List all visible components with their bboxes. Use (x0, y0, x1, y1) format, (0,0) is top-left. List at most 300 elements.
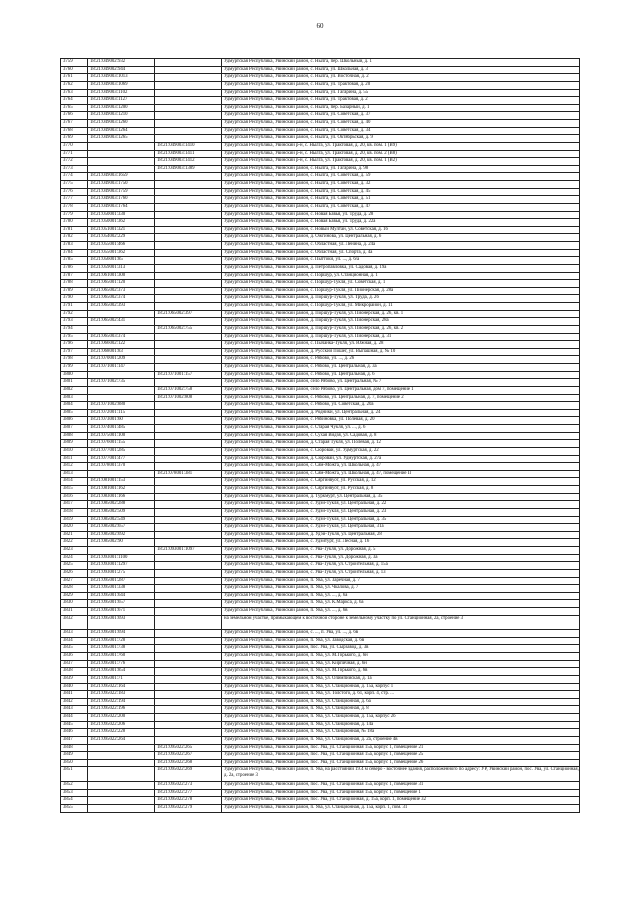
land-cadastral-number-cell (88, 310, 155, 318)
premises-cadastral-number-cell (155, 714, 222, 722)
row-number-cell: 3809 (61, 440, 88, 448)
land-cadastral-number-cell: 18:21:085002:692 (88, 531, 155, 539)
premises-cadastral-number-cell (155, 188, 222, 196)
row-number-cell: 3768 (61, 127, 88, 135)
address-cell: Удмуртская Республика, Увинский район, с. Удэй-Тукля, ул. Центральная, д. 35 (222, 516, 580, 524)
address-cell: Удмуртская Республика, Увинский район, п. Ува, ул. Олимпийская, д. 1а (222, 675, 580, 683)
premises-cadastral-number-cell (155, 97, 222, 105)
address-cell: Удмуртская Республика, Увинский район, с. Рябово, ул. ..., д. 26 (222, 356, 580, 364)
row-number-cell: 3829 (61, 592, 88, 600)
address-cell: Удмуртская Республика, Увинский район, пос. Ува, ул. Станционная 15а, корпус 1, помещение 26 (222, 759, 580, 767)
address-cell: на земельном участке, примыкающем к восточной стороне к земельному участку по ул. Станционная, 2а, строение 3 (222, 615, 580, 630)
address-cell: Удмуртская Республика, Увинский район, с. Рябово, ул. Центральная, д. 7, помещение 2 (222, 394, 580, 402)
row-number-cell: 3806 (61, 417, 88, 425)
table-row (61, 531, 580, 539)
land-cadastral-number-cell: 18:21:095001:671 (88, 608, 155, 616)
table-row (61, 81, 580, 89)
land-cadastral-number-cell: 18:21:095022:196 (88, 706, 155, 714)
row-number-cell: 3837 (61, 660, 88, 668)
address-cell: Удмуртская Республика, Увинский район, с. Старая Чукля, ул. ..., д. 6 (222, 425, 580, 433)
premises-cadastral-number-cell (155, 554, 222, 562)
row-number-cell: 3813 (61, 470, 88, 478)
land-cadastral-number-cell: 18:21:085002:657 (88, 524, 155, 532)
row-number-cell: 3795 (61, 333, 88, 341)
premises-cadastral-number-cell: 18:21:095022:269 (155, 767, 222, 782)
premises-cadastral-number-cell (155, 402, 222, 410)
row-number-cell: 3774 (61, 173, 88, 181)
table-row (61, 66, 580, 74)
table-row (61, 675, 580, 683)
premises-cadastral-number-cell (155, 226, 222, 234)
row-number-cell: 3833 (61, 630, 88, 638)
table-row (61, 736, 580, 744)
land-cadastral-number-cell (88, 150, 155, 158)
land-cadastral-number-cell: 18:21:083001:166 (88, 493, 155, 501)
land-cadastral-number-cell (88, 325, 155, 333)
land-cadastral-number-cell (88, 759, 155, 767)
premises-cadastral-number-cell: 18:21:095022:273 (155, 782, 222, 790)
row-number-cell: 3788 (61, 280, 88, 288)
premises-cadastral-number-cell (155, 425, 222, 433)
land-cadastral-number-cell (88, 165, 155, 173)
table-row (61, 364, 580, 372)
row-number-cell: 3759 (61, 59, 88, 67)
address-cell: Удмуртская Республика, Увинский район, с. Нылга, ул. Советская, д. 34 (222, 127, 580, 135)
address-cell: Удмуртская Республика, Увинский район, с. Нылга, ул. Гагарина, д. 55 (222, 89, 580, 97)
address-cell: Удмуртская Республика, Увинский район, с. Сяргинвуот, ул. Русская, д. 12 (222, 478, 580, 486)
land-cadastral-number-cell: 18:21:051001:321 (88, 226, 155, 234)
table-row (61, 782, 580, 790)
table-row (61, 600, 580, 608)
address-cell: Удмуртская Республика, Увинский район, с. Нылга, ул. Трактовая, д. 20 (222, 81, 580, 89)
row-number-cell: 3823 (61, 547, 88, 555)
table-row (61, 356, 580, 364)
address-cell: Удмуртская Республика, Увинский район, п. Ува, ул. Станционная, д. 8 (222, 706, 580, 714)
row-number-cell: 3810 (61, 447, 88, 455)
premises-cadastral-number-cell (155, 112, 222, 120)
table-row (61, 394, 580, 402)
address-cell: Удмуртская Республика, Увинский район, с. Удэйтурт, ул. Лесная, д. 16 (222, 539, 580, 547)
address-cell: Удмуртская Республика, Увинский район, с. Нылга, ул. Советская, д. 51 (222, 196, 580, 204)
address-cell: Удмуртская Республика, Увинский район, с. Нылга, ул. Советская, д. 47 (222, 203, 580, 211)
land-cadastral-number-cell: 18:21:095022:183 (88, 691, 155, 699)
premises-cadastral-number-cell: 18:21:049003:1410 (155, 142, 222, 150)
row-number-cell: 3826 (61, 569, 88, 577)
premises-cadastral-number-cell: 18:21:049003:1411 (155, 150, 222, 158)
address-cell: Удмуртская Республика, Увинский район, д. Старая Тукля, ул. Полевая, д. 12 (222, 440, 580, 448)
address-cell: Удмуртская Республика, Увинский район, с. Новая Бавья, ул. Труда, д. 28 (222, 211, 580, 219)
row-number-cell: 3784 (61, 249, 88, 257)
row-number-cell: 3771 (61, 150, 88, 158)
land-cadastral-number-cell: 18:21:049003:1102 (88, 89, 155, 97)
premises-cadastral-number-cell (155, 432, 222, 440)
premises-cadastral-number-cell (155, 455, 222, 463)
land-cadastral-number-cell: 18:21:065002:373 (88, 287, 155, 295)
premises-cadastral-number-cell (155, 219, 222, 227)
premises-cadastral-number-cell (155, 272, 222, 280)
premises-cadastral-number-cell (155, 66, 222, 74)
premises-cadastral-number-cell (155, 562, 222, 570)
row-number-cell: 3798 (61, 356, 88, 364)
premises-cadastral-number-cell: 18:21:095022:265 (155, 744, 222, 752)
table-row (61, 789, 580, 797)
address-cell: Удмуртская Республика, Увинский район, с. Сям-Можга, ул. Школьная, д. 47 (222, 463, 580, 471)
premises-cadastral-number-cell (155, 211, 222, 219)
table-row (61, 691, 580, 699)
row-number-cell: 3855 (61, 804, 88, 812)
address-cell: Удмуртская Республика, Увинский район, с. Нылга, пер. Школьный, д. 1 (222, 59, 580, 67)
table-row (61, 683, 580, 691)
address-cell: Удмуртская Республика, Увинский район, д. Петропавловка, ул. Садовая, д. 19а (222, 264, 580, 272)
row-number-cell: 3802 (61, 386, 88, 394)
land-cadastral-number-cell: 18:21:077001:285 (88, 447, 155, 455)
land-cadastral-number-cell: 18:21:065002:393 (88, 303, 155, 311)
row-number-cell: 3845 (61, 721, 88, 729)
land-cadastral-number-cell: 18:21:093001:1100 (88, 554, 155, 562)
row-number-cell: 3807 (61, 425, 88, 433)
table-row (61, 425, 580, 433)
premises-cadastral-number-cell (155, 120, 222, 128)
row-number-cell: 3763 (61, 89, 88, 97)
property-register-table (60, 58, 580, 813)
row-number-cell: 3817 (61, 501, 88, 509)
table-row (61, 554, 580, 562)
address-cell: Удмуртская Республика, Увинский район, с. Областная, ул. Ленина, д. 24а (222, 242, 580, 250)
table-row (61, 714, 580, 722)
land-cadastral-number-cell: 18:21:061001:300 (88, 272, 155, 280)
premises-cadastral-number-cell (155, 698, 222, 706)
row-number-cell: 3814 (61, 478, 88, 486)
land-cadastral-number-cell: 18:21:093001:1297 (88, 562, 155, 570)
land-cadastral-number-cell: 18:21:055001:466 (88, 242, 155, 250)
row-number-cell: 3824 (61, 554, 88, 562)
land-cadastral-number-cell: 18:21:093001:275 (88, 569, 155, 577)
premises-cadastral-number-cell (155, 531, 222, 539)
table-row (61, 470, 580, 478)
row-number-cell: 3831 (61, 608, 88, 616)
land-cadastral-number-cell: 18:21:095001:728 (88, 637, 155, 645)
table-row (61, 706, 580, 714)
row-number-cell: 3808 (61, 432, 88, 440)
premises-cadastral-number-cell (155, 524, 222, 532)
land-cadastral-number-cell: 18:21:065002:374 (88, 295, 155, 303)
table-row (61, 516, 580, 524)
table-row (61, 440, 580, 448)
row-number-cell: 3773 (61, 165, 88, 173)
premises-cadastral-number-cell (155, 81, 222, 89)
table-row (61, 318, 580, 326)
land-cadastral-number-cell: 18:21:077001:477 (88, 455, 155, 463)
address-cell: Удмуртская Республика, Увинский район, п. Ува, ул. Заводская, д. 6в (222, 637, 580, 645)
row-number-cell: 3779 (61, 211, 88, 219)
land-cadastral-number-cell: 18:21:049003:1013 (88, 74, 155, 82)
address-cell: Удмуртская Республика, Увинский район, п. Ува, ул. К.Маркса, д. 6а (222, 600, 580, 608)
table-row (61, 287, 580, 295)
land-cadastral-number-cell: 18:21:049002:932 (88, 59, 155, 67)
premises-cadastral-number-cell (155, 493, 222, 501)
address-cell: Удмуртская Республика, Увинский район, п. Ува, ул. М.Горького, д. 6н (222, 653, 580, 661)
address-cell: Удмуртская Республика, Увинский район, д. Поршур-Тукля, ул. Пионерская, д. 26, кв. 1 (222, 310, 580, 318)
premises-cadastral-number-cell (155, 508, 222, 516)
premises-cadastral-number-cell (155, 577, 222, 585)
premises-cadastral-number-cell (155, 706, 222, 714)
table-row (61, 402, 580, 410)
table-row (61, 585, 580, 593)
table-row (61, 432, 580, 440)
address-cell: Удмуртская Республика, Увинский район, п. Ува, ул. Станционная, д. 15а, корпус 1 (222, 683, 580, 691)
table-row (61, 478, 580, 486)
row-number-cell: 3839 (61, 675, 88, 683)
table-row (61, 112, 580, 120)
land-cadastral-number-cell: 18:21:095001:657 (88, 600, 155, 608)
land-cadastral-number-cell: 18:21:049002:944 (88, 66, 155, 74)
address-cell: Удмуртская Республика, Увинский район, с. Нылга, ул. Советская, д. 59 (222, 173, 580, 181)
land-cadastral-number-cell: 18:21:065001:120 (88, 280, 155, 288)
premises-cadastral-number-cell (155, 364, 222, 372)
address-cell: Удмуртская Республика, Увинский район, с. Рябиновка, ул. Полевая, д. 20 (222, 417, 580, 425)
address-cell: Удмуртская Республика, Увинский район, с. Поршур-Тукля, ул. Советская, д. 1 (222, 280, 580, 288)
land-cadastral-number-cell: 18:21:049003:1260 (88, 120, 155, 128)
row-number-cell: 3828 (61, 585, 88, 593)
premises-cadastral-number-cell (155, 409, 222, 417)
row-number-cell: 3782 (61, 234, 88, 242)
premises-cadastral-number-cell (155, 675, 222, 683)
row-number-cell: 3811 (61, 455, 88, 463)
land-cadastral-number-cell: 18:21:095001:738 (88, 645, 155, 653)
premises-cadastral-number-cell (155, 303, 222, 311)
row-number-cell: 3765 (61, 104, 88, 112)
table-row (61, 303, 580, 311)
premises-cadastral-number-cell (155, 585, 222, 593)
table-row (61, 181, 580, 189)
premises-cadastral-number-cell (155, 333, 222, 341)
row-number-cell: 3801 (61, 379, 88, 387)
row-number-cell: 3796 (61, 341, 88, 349)
premises-cadastral-number-cell (155, 592, 222, 600)
row-number-cell: 3772 (61, 158, 88, 166)
row-number-cell: 3842 (61, 698, 88, 706)
land-cadastral-number-cell: 18:21:049003:1210 (88, 112, 155, 120)
table-row (61, 759, 580, 767)
land-cadastral-number-cell (88, 386, 155, 394)
land-cadastral-number-cell (88, 547, 155, 555)
premises-cadastral-number-cell (155, 736, 222, 744)
address-cell: Удмуртская Республика, Увинский район, д. Туркмурт, ул. Центральная, д. 35 (222, 493, 580, 501)
premises-cadastral-number-cell: 18:21:049003:1389 (155, 165, 222, 173)
row-number-cell: 3844 (61, 714, 88, 722)
row-number-cell: 3761 (61, 74, 88, 82)
address-cell: Удмуртская Республика, Увинский район, с. Новая Бавья, ул. Труда, д. 22а (222, 219, 580, 227)
premises-cadastral-number-cell (155, 691, 222, 699)
land-cadastral-number-cell: 18:21:071001:147 (88, 364, 155, 372)
row-number-cell: 3821 (61, 531, 88, 539)
row-number-cell: 3770 (61, 142, 88, 150)
address-cell: Удмуртская Республика, Увинский р-н, с. Нылга, ул. Трактовая, д. 20, кв. пом. 1 (В2) (222, 158, 580, 166)
land-cadastral-number-cell: 18:21:059001:313 (88, 264, 155, 272)
address-cell: Удмуртская Республика, Увинский район, п. Ува, ул. Станционная, д. 15а, корпус 2б (222, 714, 580, 722)
row-number-cell: 3769 (61, 135, 88, 143)
premises-cadastral-number-cell (155, 653, 222, 661)
premises-cadastral-number-cell (155, 249, 222, 257)
premises-cadastral-number-cell (155, 135, 222, 143)
land-cadastral-number-cell: 18:21:095001:338 (88, 585, 155, 593)
premises-cadastral-number-cell (155, 729, 222, 737)
premises-cadastral-number-cell: 18:21:078001:381 (155, 470, 222, 478)
table-row (61, 508, 580, 516)
address-cell: Удмуртская Республика, Увинский район, с. Пыттоки, ул. ..., д. 6/а (222, 257, 580, 265)
table-row (61, 569, 580, 577)
address-cell: Удмуртская Республика, Увинский район, с. Нылга, ул. Школьная, д. 3 (222, 66, 580, 74)
premises-cadastral-number-cell (155, 341, 222, 349)
address-cell: Удмуртская Республика, Увинский район, д. Удэй-Тукля, ул. Центральная, 28 (222, 531, 580, 539)
address-cell: Удмуртская Республика, Увинский район, п. Ува, ул. Заречная, д. 7 (222, 577, 580, 585)
premises-cadastral-number-cell (155, 615, 222, 630)
address-cell: Удмуртская Республика, Увинский район, пос. Ува, ул. Станционная 15а, корпус 1, помещение 21 (222, 744, 580, 752)
table-row (61, 539, 580, 547)
land-cadastral-number-cell (88, 789, 155, 797)
address-cell: Удмуртская Республика, Увинский район, п. Ува, ул. Кирпичная, д. 6н (222, 660, 580, 668)
address-cell: Удмуртская Республика, Увинский район, п. Ува, ул. ..., д. 6а (222, 592, 580, 600)
address-cell: Удмуртская Республика, Увинский район, с. Пычанка-Тукля, ул. Южная, д. 28 (222, 341, 580, 349)
land-cadastral-number-cell: 18:21:081001:162 (88, 486, 155, 494)
land-cadastral-number-cell (88, 371, 155, 379)
land-cadastral-number-cell: 18:21:049003:1750 (88, 181, 155, 189)
land-cadastral-number-cell: 18:21:075001:100 (88, 432, 155, 440)
land-cadastral-number-cell: 18:21:081001:153 (88, 478, 155, 486)
land-cadastral-number-cell: 18:21:095022:164 (88, 683, 155, 691)
address-cell: Удмуртская Республика, Увинский район, п. Ува, ул. М.Горького, д. 6в (222, 668, 580, 676)
table-row (61, 104, 580, 112)
premises-cadastral-number-cell (155, 127, 222, 135)
premises-cadastral-number-cell (155, 203, 222, 211)
premises-cadastral-number-cell: 18:21:095022:267 (155, 752, 222, 760)
address-cell: Удмуртская Республика, Увинский район, д. Русский Пошег, ул. Выпашная, д. № 10 (222, 348, 580, 356)
premises-cadastral-number-cell (155, 181, 222, 189)
land-cadastral-number-cell: 18:21:070001:209 (88, 356, 155, 364)
premises-cadastral-number-cell (155, 379, 222, 387)
address-cell: Удмуртская Республика, Увинский район, с. Удэй-Тукля, ул. Центральная, 31а (222, 524, 580, 532)
table-row (61, 386, 580, 394)
premises-cadastral-number-cell: 18:21:095022:268 (155, 759, 222, 767)
premises-cadastral-number-cell: 18:21:095022:279 (155, 804, 222, 812)
land-cadastral-number-cell: 18:21:050001:362 (88, 219, 155, 227)
row-number-cell: 3822 (61, 539, 88, 547)
land-cadastral-number-cell: 18:21:054002:229 (88, 234, 155, 242)
premises-cadastral-number-cell (155, 417, 222, 425)
page-number: 60 (316, 22, 324, 30)
land-cadastral-number-cell: 18:21:049003:1200 (88, 104, 155, 112)
row-number-cell: 3815 (61, 486, 88, 494)
land-cadastral-number-cell (88, 142, 155, 150)
table-row (61, 577, 580, 585)
land-cadastral-number-cell: 18:21:068001:83 (88, 348, 155, 356)
address-cell: Удмуртская Республика, Увинский район, д. Поршур-Тукля, ул. Пионерская, 28а (222, 318, 580, 326)
land-cadastral-number-cell: 18:21:072001:115 (88, 409, 155, 417)
row-number-cell: 3818 (61, 508, 88, 516)
premises-cadastral-number-cell (155, 721, 222, 729)
land-cadastral-number-cell: 18:21:095022:206 (88, 721, 155, 729)
table-row (61, 127, 580, 135)
land-cadastral-number-cell (88, 782, 155, 790)
row-number-cell: 3820 (61, 524, 88, 532)
premises-cadastral-number-cell: 18:21:095022:278 (155, 797, 222, 805)
table-row (61, 158, 580, 166)
address-cell: Удмуртская Республика, Увинский район, с. Поршур-Тукля, ул. Микрорайон, д. 11 (222, 303, 580, 311)
premises-cadastral-number-cell (155, 257, 222, 265)
land-cadastral-number-cell (88, 744, 155, 752)
table-row (61, 165, 580, 173)
address-cell: Удмуртская Республика, Увинский район, с. Ува-Тукля, ул. Строительная, д. 15а (222, 562, 580, 570)
table-row (61, 653, 580, 661)
address-cell: Удмуртская Республика, Увинский район, пос. Ува, ул. Сырзавод, д. 3в (222, 645, 580, 653)
table-row (61, 89, 580, 97)
address-cell: Удмуртская Республика, Увинский район, д. Сюровай, ул. Удмуртская, д. 27а (222, 455, 580, 463)
table-row (61, 188, 580, 196)
table-row (61, 729, 580, 737)
land-cadastral-number-cell (88, 394, 155, 402)
table-row (61, 486, 580, 494)
land-cadastral-number-cell: 18:21:073001:60 (88, 417, 155, 425)
row-number-cell: 3848 (61, 744, 88, 752)
premises-cadastral-number-cell (155, 440, 222, 448)
address-cell: Удмуртская Республика, Увинский район, с. Сюровай, ул. Удмуртская, д. 22 (222, 447, 580, 455)
address-cell: Удмуртская Республика, Увинский район, с. Ува-Тукля, ул. Дорожная, д. 3а (222, 554, 580, 562)
land-cadastral-number-cell: 18:21:049003:1264 (88, 127, 155, 135)
table-row (61, 660, 580, 668)
premises-cadastral-number-cell (155, 234, 222, 242)
row-number-cell: 3816 (61, 493, 88, 501)
address-cell: Удмуртская Республика, Увинский район, с. Удэй-Тукля, ул. Центральная, д. 23 (222, 508, 580, 516)
table-row (61, 637, 580, 645)
address-cell: Удмуртская Республика, Увинский район, с. Нылга, ул. Октябрьская, д. 9 (222, 135, 580, 143)
address-cell: Удмуртская Республика, Увинский район, с. Рябово, ул. Советская, д. 20а (222, 402, 580, 410)
premises-cadastral-number-cell (155, 637, 222, 645)
table-row (61, 463, 580, 471)
premises-cadastral-number-cell (155, 264, 222, 272)
table-row (61, 493, 580, 501)
table-row (61, 310, 580, 318)
premises-cadastral-number-cell (155, 196, 222, 204)
premises-cadastral-number-cell: 18:21:071002:808 (155, 394, 222, 402)
address-cell: Удмуртская Республика, Увинский р-н, с. Нылга, ул. Трактовая, д. 20, кв. пом. 2 (В8) (222, 150, 580, 158)
table-row (61, 501, 580, 509)
premises-cadastral-number-cell: 18:21:065002:755 (155, 325, 222, 333)
table-row (61, 547, 580, 555)
table-row (61, 150, 580, 158)
premises-cadastral-number-cell (155, 318, 222, 326)
premises-cadastral-number-cell (155, 463, 222, 471)
table-row (61, 74, 580, 82)
land-cadastral-number-cell: 18:21:095001:854 (88, 668, 155, 676)
row-number-cell: 3851 (61, 767, 88, 782)
row-number-cell: 3776 (61, 188, 88, 196)
table-row (61, 59, 580, 67)
land-cadastral-number-cell: 18:21:071002:735 (88, 379, 155, 387)
row-number-cell: 3846 (61, 729, 88, 737)
land-cadastral-number-cell (88, 767, 155, 782)
table-row (61, 797, 580, 805)
premises-cadastral-number-cell (155, 287, 222, 295)
row-number-cell: 3781 (61, 226, 88, 234)
premises-cadastral-number-cell (155, 348, 222, 356)
land-cadastral-number-cell: 18:21:049003:1659 (88, 173, 155, 181)
table-row (61, 409, 580, 417)
address-cell: Удмуртская Республика, Увинский район, п. Ува, ул. Толстого, д. 61, корп. 4, стр. ... (222, 691, 580, 699)
premises-cadastral-number-cell (155, 569, 222, 577)
land-cadastral-number-cell: 18:21:056001:85 (88, 257, 155, 265)
premises-cadastral-number-cell (155, 630, 222, 638)
row-number-cell: 3852 (61, 782, 88, 790)
